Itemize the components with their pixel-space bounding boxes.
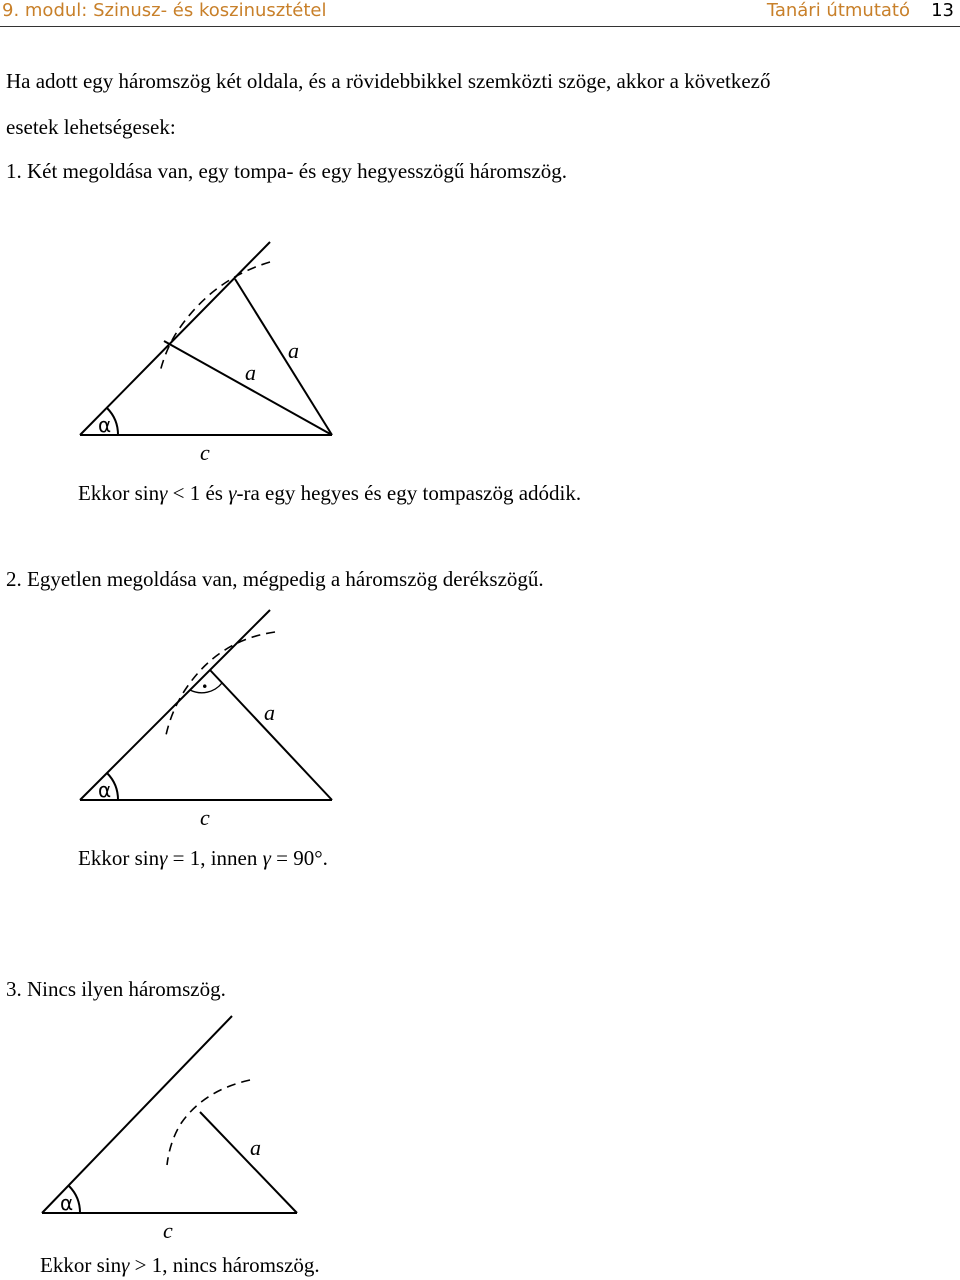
guide-title: Tanári útmutató [766, 0, 910, 21]
case1-result: Ekkor sinγ < 1 és γ-ra egy hegyes és egy tompaszög adódik. [78, 481, 582, 505]
intro-line-2: esetek lehetségesek: [6, 115, 176, 139]
gamma-symbol: γ [159, 481, 168, 505]
case2-right-angle-dot: . [202, 668, 208, 693]
gamma-symbol: γ [159, 846, 168, 870]
case3-result: Ekkor sinγ > 1, nincs háromszög. [40, 1253, 320, 1277]
case3-c-label: c [163, 1218, 173, 1243]
page-number: 13 [931, 0, 954, 21]
case3-a-label: a [250, 1135, 261, 1160]
case1-alpha-label: α [98, 413, 112, 437]
case3-title: 3. Nincs ilyen háromszög. [6, 977, 226, 1001]
case2-result: Ekkor sinγ = 1, innen γ = 90°. [78, 846, 328, 870]
case2-title: 2. Egyetlen megoldása van, mégpedig a háromszög derékszögű. [6, 567, 544, 591]
intro-line-1: Ha adott egy háromszög két oldala, és a rövidebbikkel szemközti szöge, akkor a következő [6, 69, 771, 93]
case2-alpha-label: α [98, 778, 112, 802]
case2-c-label: c [200, 805, 210, 830]
gamma-symbol: γ [121, 1253, 130, 1277]
case2-a-label: a [264, 700, 275, 725]
case3-side-a [200, 1112, 297, 1213]
module-title: 9. modul: Szinusz- és koszinusztétel [2, 0, 327, 21]
case3-alpha-label: α [60, 1191, 74, 1215]
case1-c-label: c [200, 440, 210, 465]
case1-title: 1. Két megoldása van, egy tompa- és egy hegyesszögű háromszög. [6, 159, 568, 183]
case1-a-label-1: a [245, 360, 256, 385]
gamma-symbol: γ [262, 846, 271, 870]
case1-a-label-2: a [288, 338, 299, 363]
gamma-symbol: γ [228, 481, 237, 505]
